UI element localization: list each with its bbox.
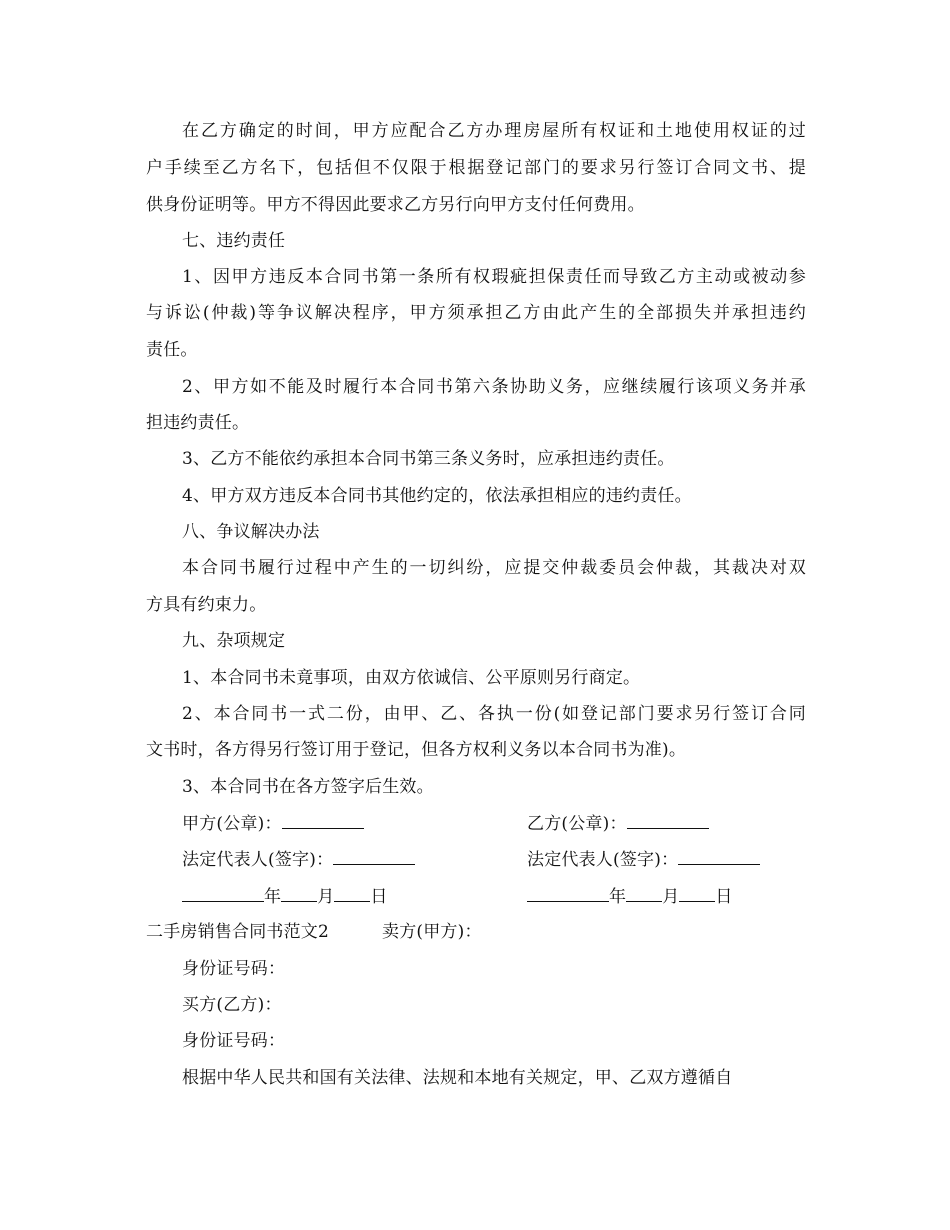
breach-item-1-line-3: 责任。 bbox=[146, 340, 198, 360]
party-a-rep-label: 法定代表人(签字)： bbox=[182, 850, 334, 870]
party-a-seal-label: 甲方(公章)： bbox=[182, 814, 282, 834]
section-heading-dispute: 八、争议解决办法 bbox=[182, 522, 320, 542]
contract-2-title: 二手房销售合同书范文2 bbox=[146, 922, 330, 942]
misc-item-2-line-1: 2、本合同书一式二份，由甲、乙、各执一份(如登记部门要求另行签订合同 bbox=[182, 704, 806, 724]
contract-2-buyer-label: 买方(乙方)： bbox=[182, 995, 282, 1015]
party-a-year-label: 年 bbox=[264, 887, 282, 907]
party-a-rep-field bbox=[182, 847, 415, 872]
breach-item-2-line-1: 2、甲方如不能及时履行本合同书第六条协助义务，应继续履行该项义务并承 bbox=[182, 377, 806, 397]
section-heading-misc: 九、杂项规定 bbox=[182, 631, 286, 651]
contract-2-seller-label: 卖方(甲方)： bbox=[382, 922, 482, 942]
party-a-seal-blank bbox=[282, 811, 364, 829]
party-b-day-label: 日 bbox=[715, 887, 733, 907]
breach-item-4: 4、甲方双方违反本合同书其他约定的，依法承担相应的违约责任。 bbox=[182, 486, 692, 506]
party-a-date-field bbox=[182, 884, 388, 909]
breach-item-3: 3、乙方不能依约承担本合同书第三条义务时，应承担违约责任。 bbox=[182, 449, 675, 469]
breach-item-1-line-2: 与诉讼(仲裁)等争议解决程序，甲方须承担乙方由此产生的全部损失并承担违约 bbox=[146, 303, 806, 323]
party-a-seal-field bbox=[182, 811, 364, 836]
contract-2-seller-id-label: 身份证号码： bbox=[182, 959, 286, 979]
party-b-seal-label: 乙方(公章)： bbox=[527, 814, 627, 834]
party-b-year-label: 年 bbox=[609, 887, 627, 907]
contract-2-buyer-id-label: 身份证号码： bbox=[182, 1031, 286, 1051]
misc-item-3: 3、本合同书在各方签字后生效。 bbox=[182, 777, 434, 797]
section-heading-breach: 七、违约责任 bbox=[182, 231, 286, 251]
party-b-rep-label: 法定代表人(签字)： bbox=[527, 850, 679, 870]
dispute-line-1: 本合同书履行过程中产生的一切纠纷，应提交仲裁委员会仲裁，其裁决对双 bbox=[182, 558, 806, 578]
party-b-year-blank bbox=[527, 884, 609, 902]
paragraph-transfer-line-3: 供身份证明等。甲方不得因此要求乙方另行向甲方支付任何费用。 bbox=[146, 195, 645, 215]
party-b-seal-field bbox=[527, 811, 709, 836]
party-a-month-label: 月 bbox=[317, 887, 335, 907]
party-b-rep-field bbox=[527, 847, 760, 872]
party-a-day-label: 日 bbox=[370, 887, 388, 907]
party-a-month-blank bbox=[281, 884, 317, 902]
breach-item-2-line-2: 担违约责任。 bbox=[146, 413, 250, 433]
party-b-day-blank bbox=[679, 884, 715, 902]
breach-item-1-line-1: 1、因甲方违反本合同书第一条所有权瑕疵担保责任而导致乙方主动或被动参 bbox=[182, 267, 806, 287]
party-a-rep-blank bbox=[333, 847, 415, 865]
paragraph-transfer-line-1: 在乙方确定的时间，甲方应配合乙方办理房屋所有权证和土地使用权证的过 bbox=[182, 121, 806, 141]
party-b-seal-blank bbox=[627, 811, 709, 829]
party-a-day-blank bbox=[334, 884, 370, 902]
party-b-rep-blank bbox=[678, 847, 760, 865]
party-b-month-blank bbox=[626, 884, 662, 902]
misc-item-2-line-2: 文书时，各方得另行签订用于登记，但各方权利义务以本合同书为准)。 bbox=[146, 740, 687, 760]
paragraph-transfer-line-2: 户手续至乙方名下，包括但不仅限于根据登记部门的要求另行签订合同文书、提 bbox=[146, 158, 806, 178]
party-b-date-field bbox=[527, 884, 733, 909]
party-a-year-blank bbox=[182, 884, 264, 902]
dispute-line-2: 方具有约束力。 bbox=[146, 595, 267, 615]
misc-item-1: 1、本合同书未竟事项，由双方依诚信、公平原则另行商定。 bbox=[182, 668, 641, 688]
contract-2-intro-line: 根据中华人民共和国有关法律、法规和本地有关规定，甲、乙双方遵循自 bbox=[182, 1068, 733, 1088]
party-b-month-label: 月 bbox=[662, 887, 680, 907]
